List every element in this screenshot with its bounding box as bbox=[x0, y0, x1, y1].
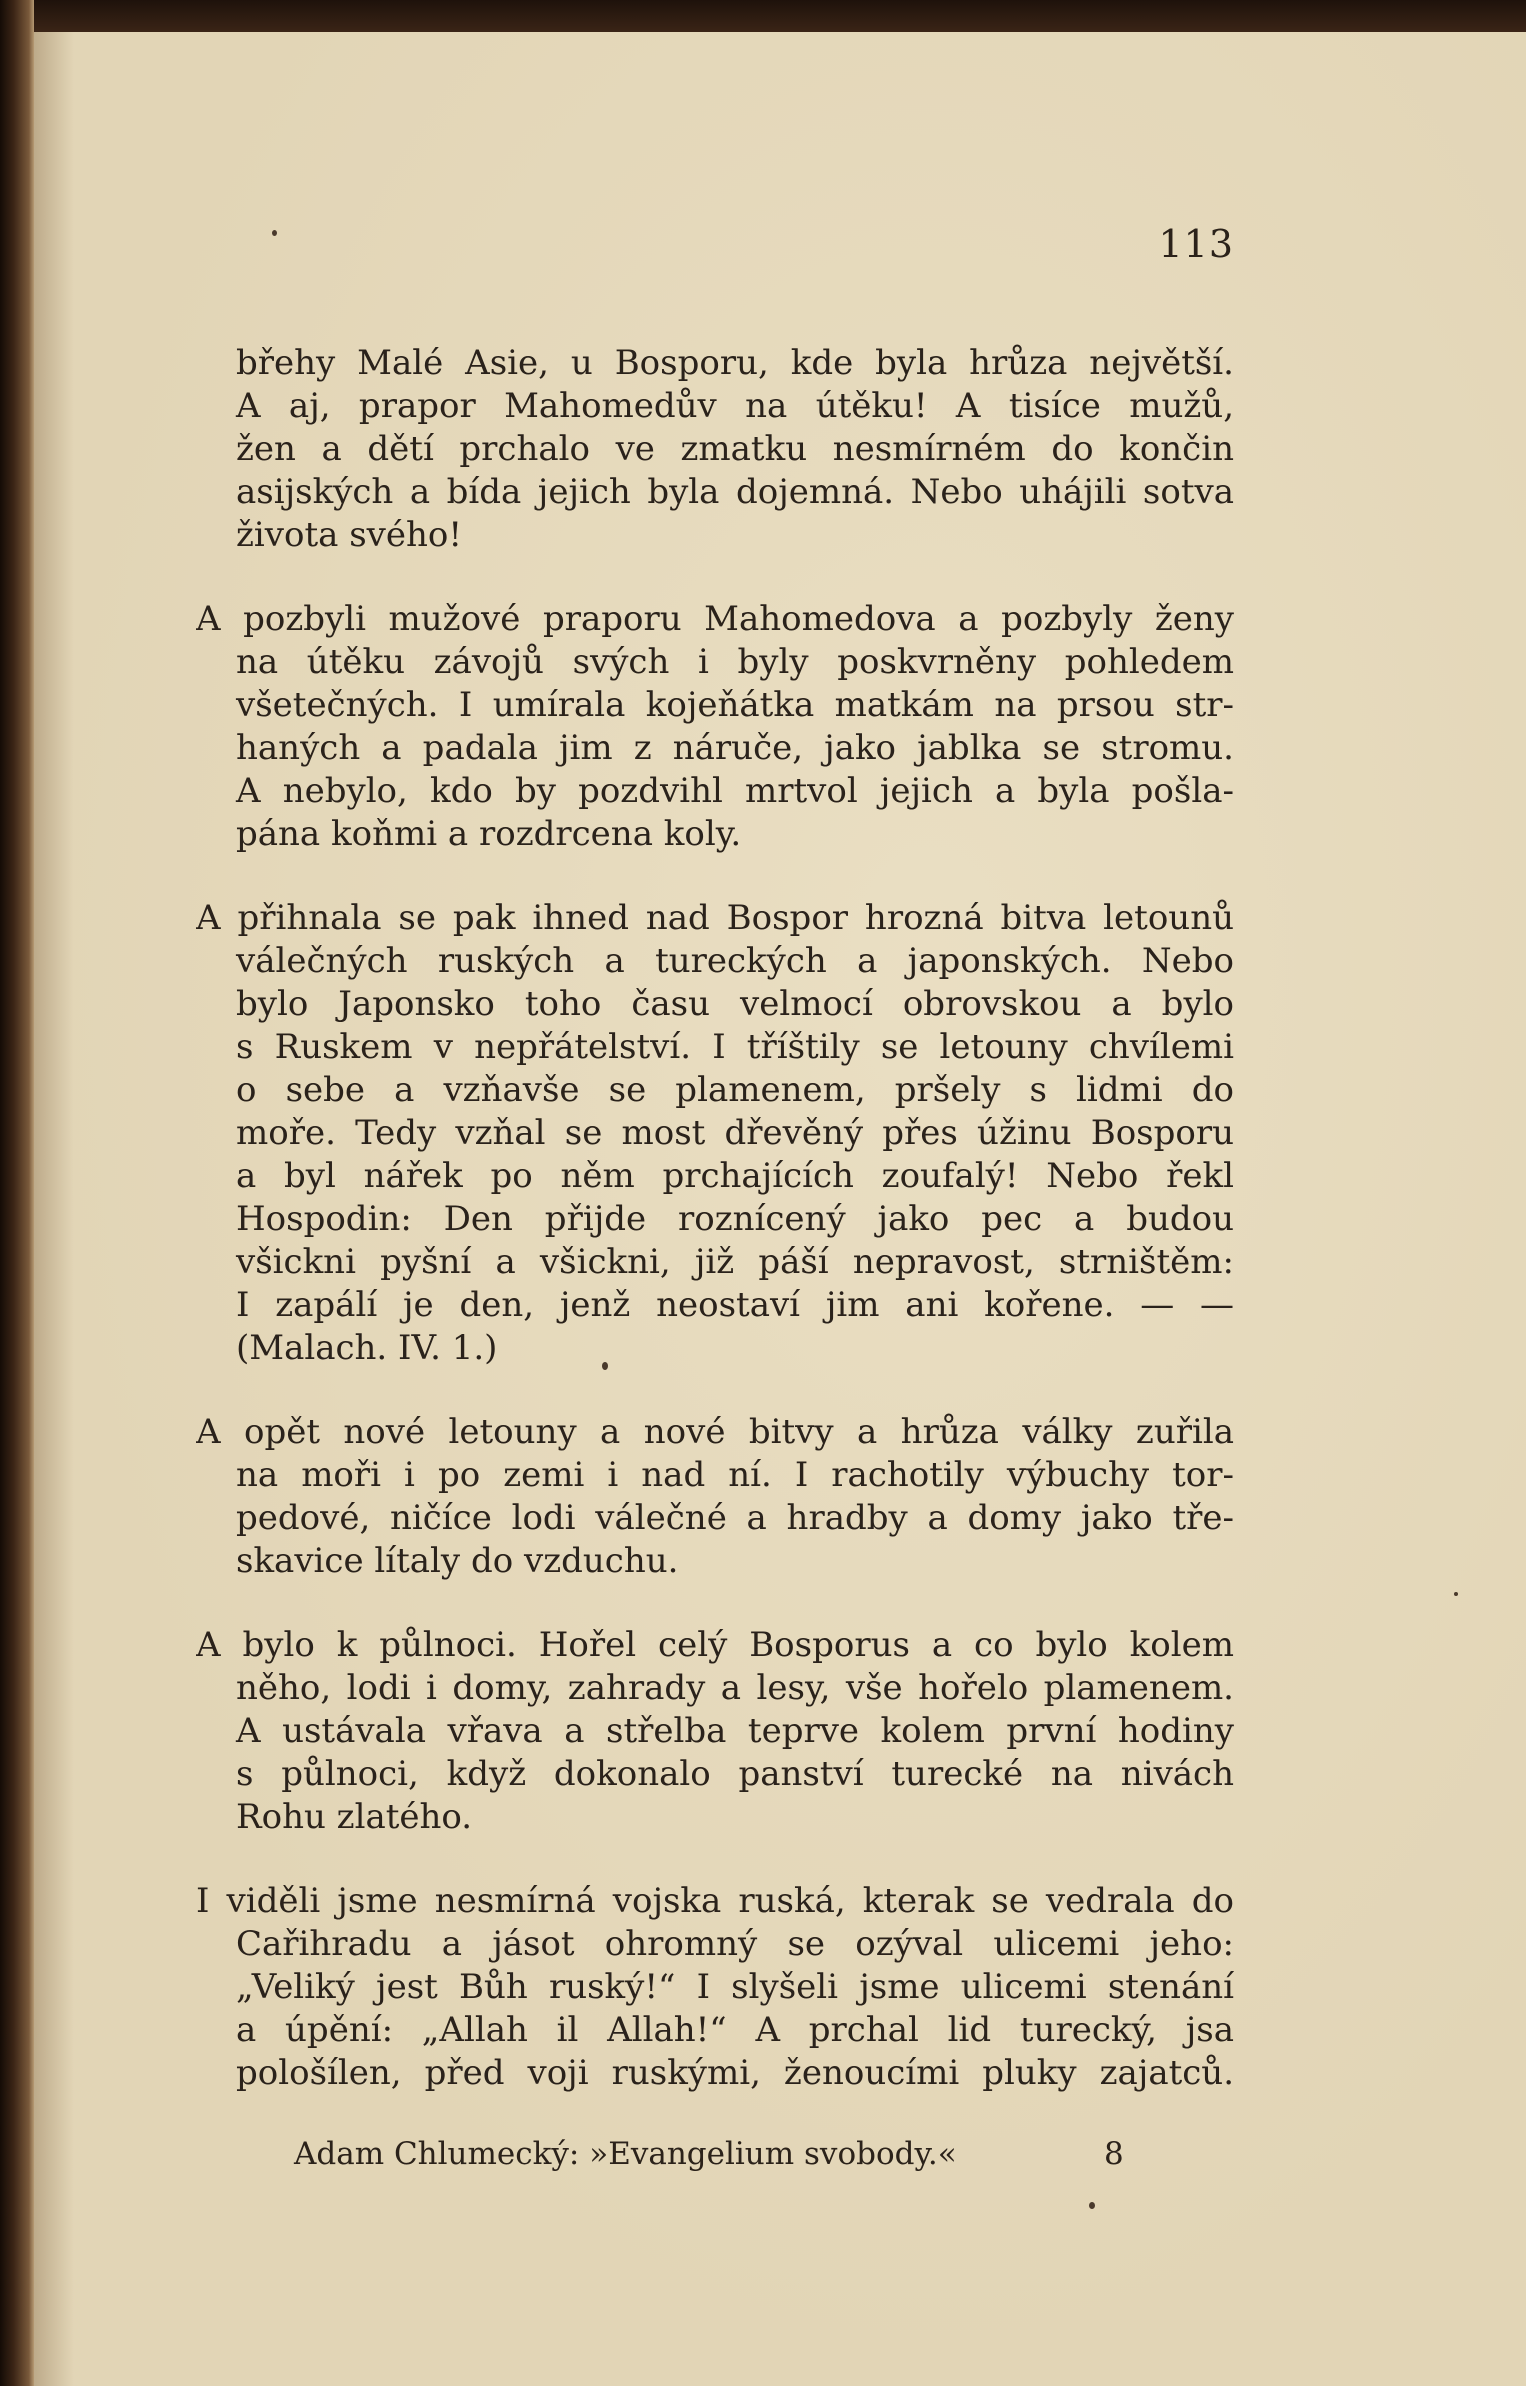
text-line: I viděli jsme nesmírná vojska ruská, kterak se vedrala do bbox=[196, 1881, 1234, 1921]
text-line: o sebe a vzňavše se plamenem, pršely s lidmi do bbox=[236, 1070, 1234, 1110]
text-line: A ustávala vřava a střelba teprve kolem první hodiny bbox=[236, 1711, 1234, 1751]
text-line: všickni pyšní a všickni, již páší nepravost, strništěm: bbox=[236, 1242, 1234, 1282]
text-line: na moři i po zemi i nad ní. I rachotily výbuchy tor- bbox=[236, 1455, 1234, 1495]
text-line: s půlnoci, když dokonalo panství turecké na nivách bbox=[236, 1754, 1234, 1794]
page-number: 113 bbox=[1158, 222, 1234, 266]
paragraph-4 bbox=[196, 1411, 1234, 1583]
text-line: (Malach. IV. 1.) bbox=[236, 1328, 498, 1368]
text-line: Rohu zlatého. bbox=[236, 1797, 473, 1837]
text-line: I zapálí je den, jenž neostaví jim ani kořene. — — bbox=[236, 1285, 1234, 1325]
text-line: na útěku závojů svých i byly poskvrněny pohledem bbox=[236, 642, 1234, 682]
paragraph-2 bbox=[196, 598, 1234, 856]
text-line: pedové, ničíce lodi válečné a hradby a domy jako tře- bbox=[236, 1498, 1234, 1538]
paragraph-1 bbox=[199, 342, 1234, 557]
text-line: haných a padala jim z náruče, jako jablka se stromu. bbox=[236, 728, 1234, 768]
text-line: všetečných. I umírala kojeňátka matkám na prsou str- bbox=[236, 685, 1234, 725]
text-line: A opět nové letouny a nové bitvy a hrůza války zuřila bbox=[196, 1412, 1234, 1452]
text-line: bylo Japonsko toho času velmocí obrovskou a bylo bbox=[236, 984, 1234, 1024]
text-line: A nebylo, kdo by pozdvihl mrtvol jejich a byla pošla- bbox=[236, 771, 1234, 811]
book-spine-shadow bbox=[0, 0, 34, 2386]
text-line: skavice lítaly do vzduchu. bbox=[236, 1541, 679, 1581]
text-line: něho, lodi i domy, zahrady a lesy, vše hořelo plamenem. bbox=[236, 1668, 1234, 1708]
paper-speck bbox=[602, 1362, 608, 1370]
text-line: a úpění: „Allah il Allah!“ A prchal lid turecký, jsa bbox=[236, 2010, 1234, 2050]
text-line: břehy Malé Asie, u Bosporu, kde byla hrůza největší. bbox=[236, 343, 1234, 383]
paragraph-6 bbox=[196, 1880, 1234, 2095]
text-line: A bylo k půlnoci. Hořel celý Bosporus a co bylo kolem bbox=[196, 1625, 1234, 1665]
text-line: Hospodin: Den přijde roznícený jako pec a budou bbox=[236, 1199, 1234, 1239]
paper-speck bbox=[272, 230, 277, 236]
text-line: žen a dětí prchalo ve zmatku nesmírném do končin bbox=[236, 429, 1234, 469]
text-line: A pozbyli mužové praporu Mahomedova a pozbyly ženy bbox=[196, 599, 1234, 639]
text-line: s Ruskem v nepřátelství. I tříštily se letouny chvílemi bbox=[236, 1027, 1234, 1067]
footer-imprint: Adam Chlumecký: »Evangelium svobody.« bbox=[294, 2136, 957, 2172]
text-line: pološílen, před voji ruskými, ženoucími pluky zajatců. bbox=[236, 2053, 1234, 2093]
signature-mark: 8 bbox=[1104, 2136, 1124, 2172]
text-line: A aj, prapor Mahomedův na útěku! A tisíce mužů, bbox=[236, 386, 1234, 426]
text-line: válečných ruských a tureckých a japonských. Nebo bbox=[236, 941, 1234, 981]
paragraph-5 bbox=[196, 1624, 1234, 1839]
text-line: „Veliký jest Bůh ruský!“ I slyšeli jsme ulicemi stenání bbox=[236, 1967, 1234, 2007]
book-page bbox=[34, 32, 1526, 2386]
paper-speck bbox=[1454, 1592, 1458, 1596]
text-line: pána koňmi a rozdrcena koly. bbox=[236, 814, 742, 854]
scan-top-edge bbox=[0, 0, 1526, 32]
paragraph-3 bbox=[196, 897, 1234, 1370]
text-line: asijských a bída jejich byla dojemná. Nebo uhájili sotva bbox=[236, 472, 1234, 512]
text-line: života svého! bbox=[236, 515, 463, 555]
text-line: moře. Tedy vzňal se most dřevěný přes úžinu Bosporu bbox=[236, 1113, 1234, 1153]
text-line: a byl nářek po něm prchajících zoufalý! Nebo řekl bbox=[236, 1156, 1234, 1196]
page-text bbox=[196, 342, 1234, 2136]
text-line: Cařihradu a jásot ohromný se ozýval ulicemi jeho: bbox=[236, 1924, 1234, 1964]
text-line: A přihnala se pak ihned nad Bospor hrozná bitva letounů bbox=[196, 898, 1234, 938]
paper-speck bbox=[1089, 2202, 1095, 2209]
